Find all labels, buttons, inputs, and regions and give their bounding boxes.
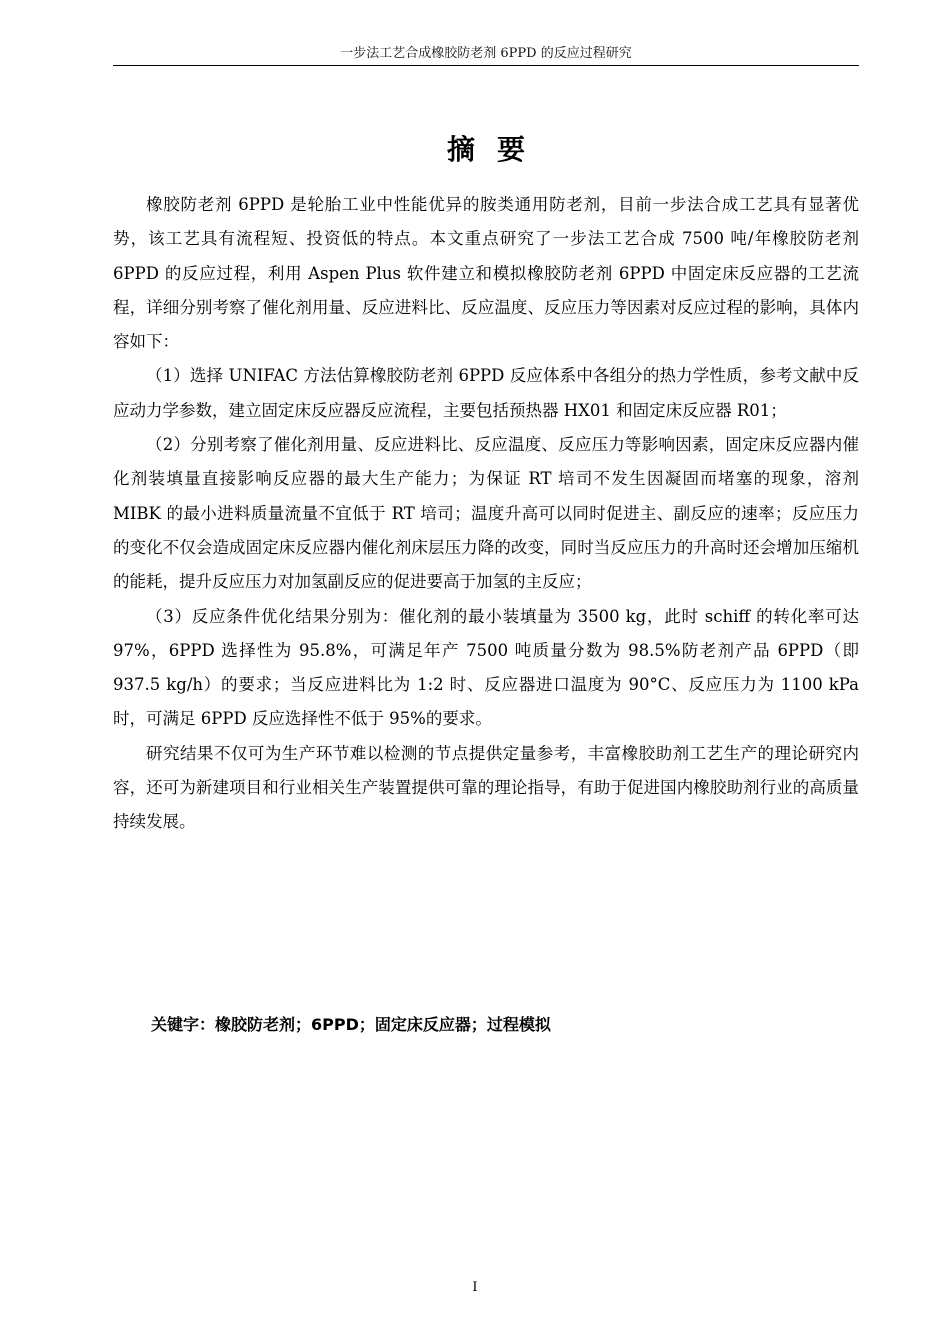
header-rule [113, 65, 859, 66]
abstract-paragraph-intro: 橡胶防老剂 6PPD 是轮胎工业中性能优异的胺类通用防老剂，目前一步法合成工艺具有显著优势，该工艺具有流程短、投资低的特点。本文重点研究了一步法工艺合成 7500 吨/年橡胶防老剂 6PPD 的反应过程，利用 Aspen Plus 软件建立和模拟橡胶防老剂 6PPD 中固定床反应器的工艺流程，详细分别考察了催化剂用量、反应进料比、反应温度、反应压力等因素对反应过程的影响，具体内容如下： [113, 195, 859, 352]
page-number: I [472, 1280, 478, 1295]
abstract-paragraph-conclusion: 研究结果不仅可为生产环节难以检测的节点提供定量参考，丰富橡胶助剂工艺生产的理论研究内容，还可为新建项目和行业相关生产装置提供可靠的理论指导，有助于促进国内橡胶助剂行业的高质量持续发展。 [113, 743, 859, 832]
abstract-paragraph-point-3: （3）反应条件优化结果分别为：催化剂的最小装填量为 3500 kg，此时 schiff 的转化率可达 97%，6PPD 选择性为 95.8%，可满足年产 7500 吨质量分数为 98.5%防老剂产品 6PPD（即 937.5 kg/h）的要求；当反应进料比为 1:2 时、反应器进口温度为 90°C、反应压力为 1100 kPa 时，可满足 6PPD 反应选择性不低于 95%的要求。 [113, 606, 859, 729]
abstract-paragraph-point-2: （2）分别考察了催化剂用量、反应进料比、反应温度、反应压力等影响因素，固定床反应器内催化剂装填量直接影响反应器的最大生产能力；为保证 RT 培司不发生因凝固而堵塞的现象，溶剂 MIBK 的最小进料质量流量不宜低于 RT 培司；温度升高可以同时促进主、副反应的速率；反应压力的变化不仅会造成固定床反应器内催化剂床层压力降的改变，同时当反应压力的升高时还会增加压缩机的能耗，提升反应压力对加氢副反应的促进要高于加氢的主反应； [113, 435, 859, 592]
keywords-line: 关键字：橡胶防老剂；6PPD；固定床反应器；过程模拟 [151, 1015, 551, 1034]
abstract-title: 摘要 [446, 133, 547, 166]
abstract-body [113, 188, 859, 840]
running-header: 一步法工艺合成橡胶防老剂 6PPD 的反应过程研究 [340, 46, 632, 61]
abstract-paragraph-point-1: （1）选择 UNIFAC 方法估算橡胶防老剂 6PPD 反应体系中各组分的热力学性质，参考文献中反应动力学参数，建立固定床反应器反应流程，主要包括预热器 HX01 和固定床反应器 R01； [113, 366, 859, 420]
